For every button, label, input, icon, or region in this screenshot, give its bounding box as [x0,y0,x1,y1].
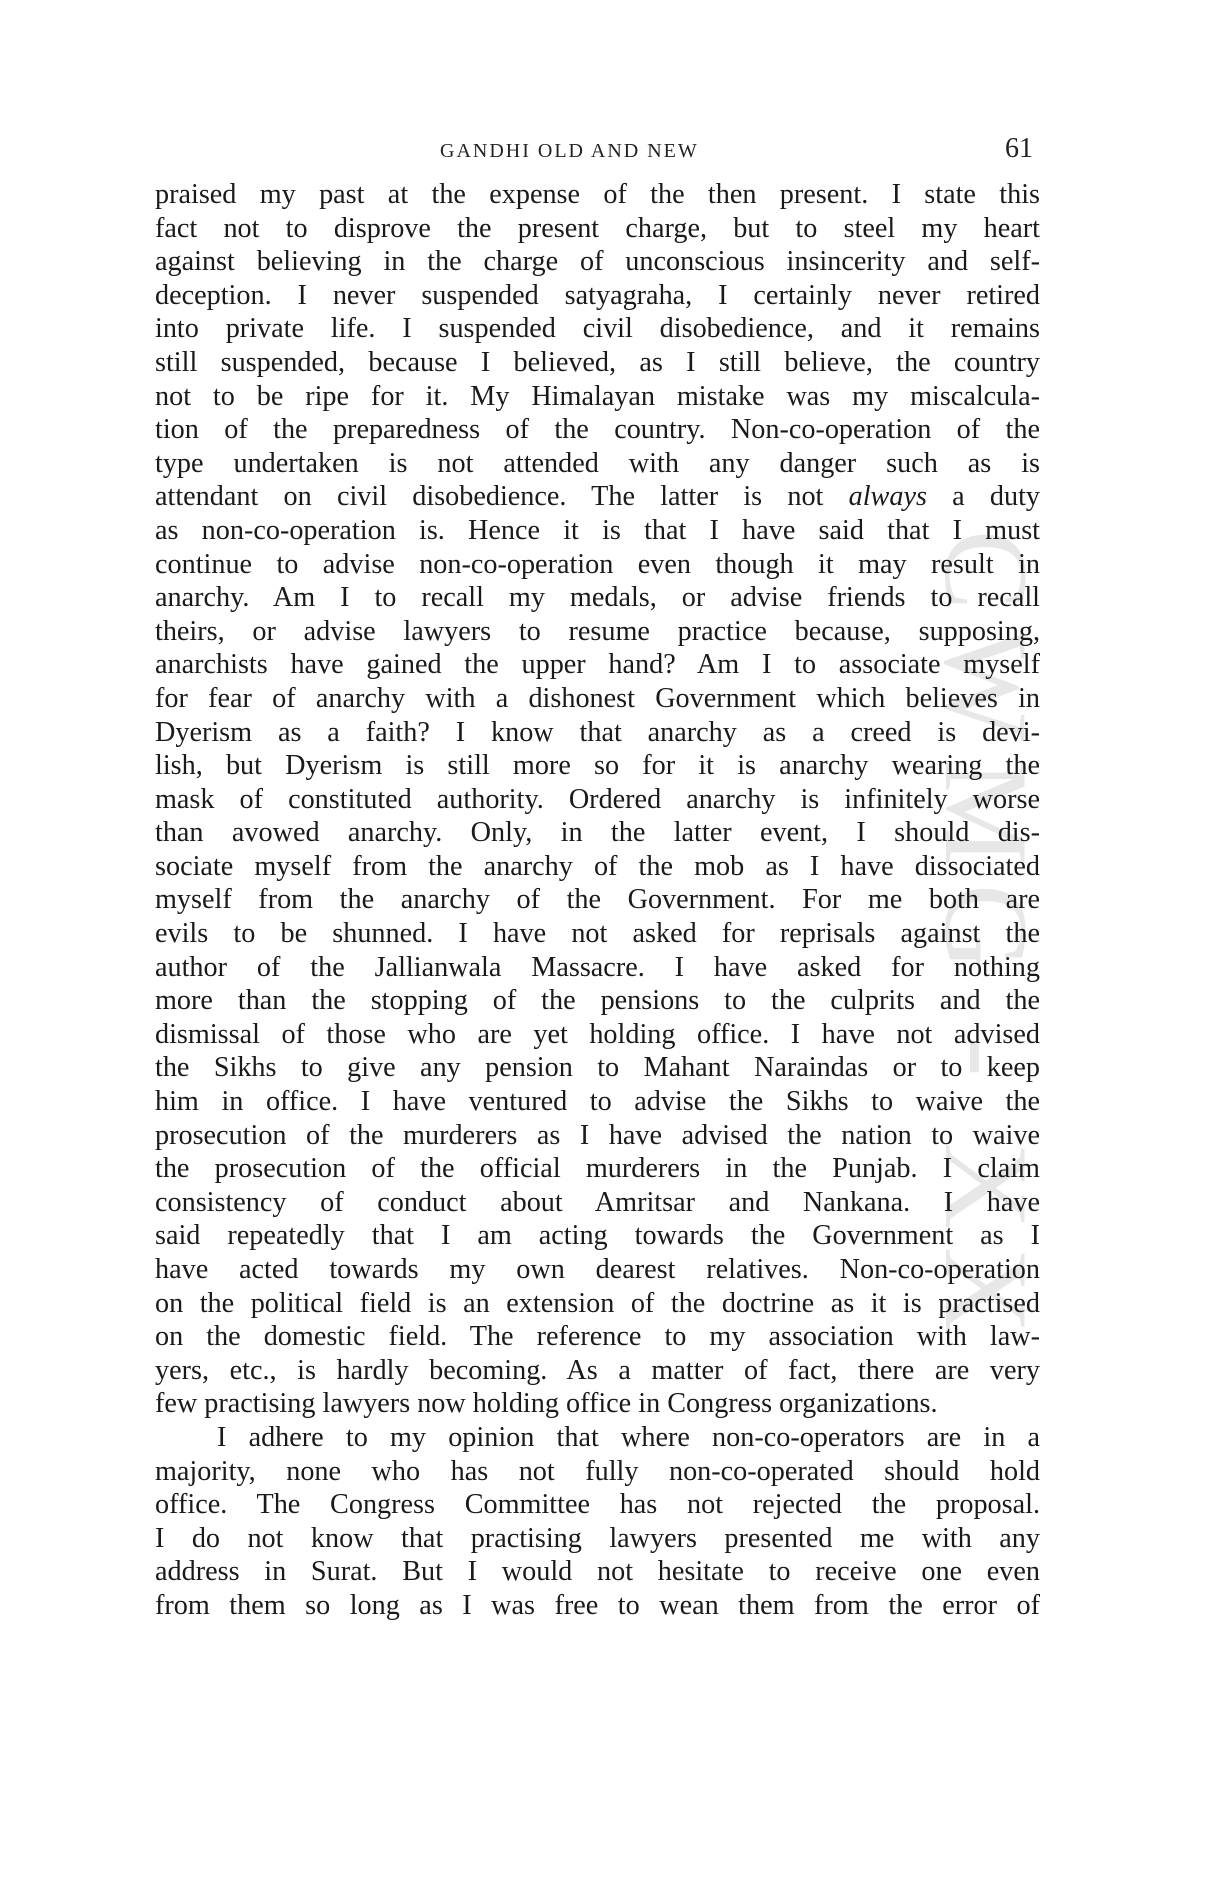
text-line: myself from the anarchy of the Government. For me both are [155,884,1040,916]
text-line: majority, none who has not fully non-co-operated should hold [155,1455,1040,1487]
text-line: the prosecution of the official murderers in the Punjab. I claim [155,1153,1040,1185]
text-line: as non-co-operation is. Hence it is that I have said that I must [155,514,1040,546]
text-line: him in office. I have ventured to advise the Sikhs to waive the [155,1086,1040,1118]
text-line: dismissal of those who are yet holding office. I have not advised [155,1018,1040,1050]
text-line: not to be ripe for it. My Himalayan mistake was my miscalcula- [155,380,1040,412]
text-line: from them so long as I was free to wean them from the error of [155,1589,1040,1621]
text-line: praised my past at the expense of the then present. I state this [155,179,1040,210]
text-line: more than the stopping of the pensions to the culprits and the [155,985,1040,1017]
text-line: office. The Congress Committee has not rejected the proposal. [155,1489,1040,1521]
text-line: said repeatedly that I am acting towards the Government as I [155,1220,1040,1252]
paragraph-2 [155,1421,1040,1623]
text-line: evils to be shunned. I have not asked for reprisals against the [155,918,1040,950]
text-line: continue to advise non-co-operation even though it may result in [155,548,1040,580]
text-line: yers, etc., is hardly becoming. As a matter of fact, there are very [155,1354,1040,1386]
text-line: fact not to disprove the present charge, but to steel my heart [155,212,1040,244]
text-line: have acted towards my own dearest relatives. Non-co-operation [155,1254,1040,1285]
text-line: on the domestic field. The reference to my association with law- [155,1321,1040,1353]
text-line: on the political field is an extension of the doctrine as it is practised [155,1287,1040,1319]
text-line: Dyerism as a faith? I know that anarchy as a creed is devi- [155,716,1040,748]
line-text: a duty [952,481,1041,513]
text-line: prosecution of the murderers as I have advised the nation to waive [155,1119,1040,1151]
italic-word: always [848,481,927,513]
text-line: sociate myself from the anarchy of the mob as I have dissociated [155,850,1040,882]
text-line: address in Surat. But I would not hesitate to receive one even [155,1556,1040,1588]
text-line: the Sikhs to give any pension to Mahant Naraindas or to keep [155,1052,1040,1084]
text-line: I do not know that practising lawyers presented me with any [155,1522,1040,1554]
text-line: I adhere to my opinion that where non-co-operators are in a [217,1421,1040,1453]
text-line-with-italic [155,480,1040,514]
text-line: for fear of anarchy with a dishonest Government which believes in [155,682,1040,714]
paragraph-1 [155,178,1040,1421]
text-line: consistency of conduct about Amritsar and Nankana. I have [155,1186,1040,1218]
text-line: into private life. I suspended civil disobedience, and it remains [155,313,1040,345]
text-line: against believing in the charge of unconscious insincerity and self- [155,246,1040,278]
text-line: still suspended, because I believed, as I still believe, the country [155,346,1040,378]
page-number: 61 [1005,133,1033,164]
text-line: author of the Jallianwala Massacre. I have asked for nothing [155,951,1040,983]
text-line: lish, but Dyerism is still more so for it is anarchy wearing the [155,750,1040,782]
running-head: GANDHI OLD AND NEW [440,140,699,162]
line-text: attendant on civil disobedience. The latter is not [155,481,824,513]
text-line: anarchy. Am I to recall my medals, or advise friends to recall [155,582,1040,614]
text-line: theirs, or advise lawyers to resume practice because, supposing, [155,615,1040,647]
body-text [155,178,1040,1623]
text-line: few practising lawyers now holding office in Congress organizations. [155,1388,938,1420]
text-line: mask of constituted authority. Ordered anarchy is infinitely worse [155,783,1040,815]
text-line: type undertaken is not attended with any danger such as is [155,447,1040,479]
text-line: anarchists have gained the upper hand? Am I to associate myself [155,649,1040,681]
text-line: than avowed anarchy. Only, in the latter event, I should dis- [155,817,1040,849]
text-line: deception. I never suspended satyagraha, I certainly never retired [155,279,1040,311]
text-line: tion of the preparedness of the country. Non-co-operation of the [155,414,1040,446]
watermark: CWMG - XX [920,530,1053,1352]
